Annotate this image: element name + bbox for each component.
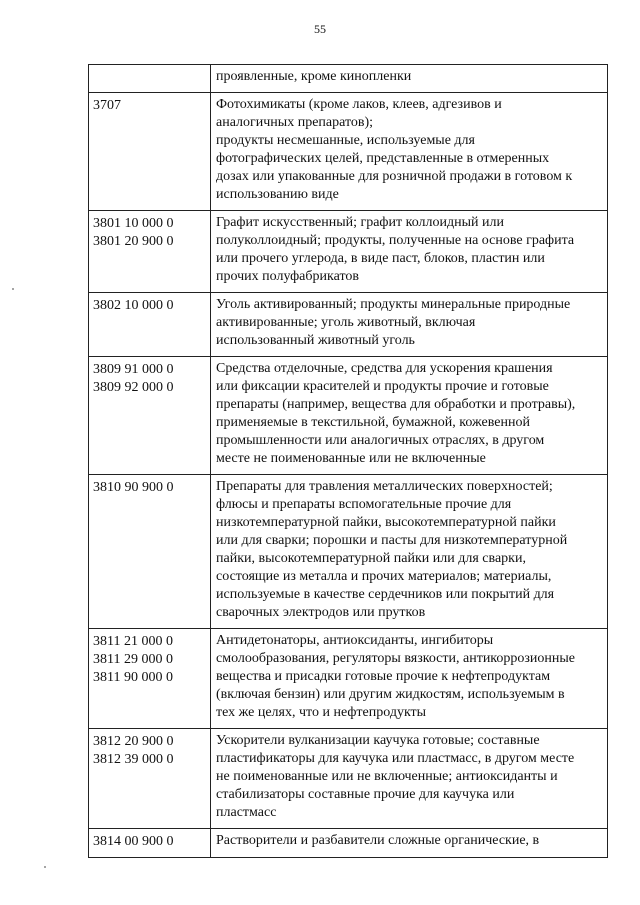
description-cell [211,829,608,858]
description-line: Антидетонаторы, антиоксиданты, ингибиторы [216,633,494,648]
description-line: препараты (например, вещества для обработки и протравы), [216,397,576,412]
table-row [89,357,608,475]
description-line: смолообразования, регуляторы вязкости, антикоррозионные [216,651,576,666]
description-line: используемые в качестве сердечников или покрытий для [216,587,555,602]
description-line: тех же целях, что и нефтепродукты [216,705,427,720]
description-line: аналогичных препаратов); [216,115,374,130]
table-body [89,65,608,858]
commodity-code: 3811 21 000 0 [93,634,173,649]
table-row [89,729,608,829]
description-line: месте не поименованные или не включенные [216,451,486,466]
description-line: полуколлоидный; продукты, полученные на основе графита [216,233,575,248]
description-line: пластификаторы для каучука или пластмасс, в другом месте [216,751,575,766]
commodity-code: 3810 90 900 0 [93,480,174,495]
code-cell [89,93,211,211]
code-cell [89,65,211,93]
description-line: Растворители и разбавители сложные органические, в [216,833,540,848]
commodity-code: 3809 92 000 0 [93,380,174,395]
description-line: использованию виде [216,187,339,202]
description-line: фотографических целей, представленные в отмеренных [216,151,550,166]
commodity-code: 3802 10 000 0 [93,298,174,313]
scan-speck [12,288,14,290]
description-line: продукты несмешанные, используемые для [216,133,475,148]
description-line: применяемые в текстильной, бумажной, кожевенной [216,415,530,430]
commodity-code: 3801 10 000 0 [93,216,174,231]
description-line: проявленные, кроме кинопленки [216,69,412,84]
commodity-code: 3811 90 000 0 [93,670,173,685]
description-cell [211,211,608,293]
commodity-code: 3812 39 000 0 [93,752,174,767]
description-line: промышленности или аналогичных отраслях, в другом [216,433,545,448]
description-line: Ускорители вулканизации каучука готовые; составные [216,733,540,748]
description-line: пластмасс [216,805,277,820]
table-row [89,65,608,93]
commodity-code: 3812 20 900 0 [93,734,174,749]
code-cell [89,211,211,293]
description-line: сварочных электродов или прутков [216,605,426,620]
description-line: флюсы и препараты вспомогательные прочие для [216,497,512,512]
tariff-code-table [88,64,608,858]
table-row [89,829,608,858]
description-line: или прочего углерода, в виде паст, блоков, пластин или [216,251,545,266]
description-line: Препараты для травления металлических поверхностей; [216,479,553,494]
description-line: Средства отделочные, средства для ускорения крашения [216,361,553,376]
description-cell [211,629,608,729]
code-cell [89,475,211,629]
description-line: пайки, высокотемпературной пайки или для сварки, [216,551,526,566]
description-line: или для сварки; порошки и пасты для низкотемпературной [216,533,568,548]
description-line: Уголь активированный; продукты минеральные природные [216,297,571,312]
description-cell [211,729,608,829]
table-row [89,293,608,357]
table-row [89,475,608,629]
table-row [89,211,608,293]
description-line: состоящие из металла и прочих материалов; материалы, [216,569,552,584]
description-cell [211,293,608,357]
description-line: или фиксации красителей и продукты прочие и готовые [216,379,549,394]
commodity-code: 3814 00 900 0 [93,834,174,849]
description-line: Графит искусственный; графит коллоидный или [216,215,504,230]
code-cell [89,829,211,858]
code-cell [89,629,211,729]
commodity-code: 3809 91 000 0 [93,362,174,377]
description-line: не поименованные или не включенные; антиоксиданты и [216,769,558,784]
description-line: Фотохимикаты (кроме лаков, клеев, адгезивов и [216,97,502,112]
description-line: (включая бензин) или другим жидкостям, используемым в [216,687,565,702]
code-cell [89,293,211,357]
description-cell [211,475,608,629]
description-line: прочих полуфабрикатов [216,269,359,284]
description-line: вещества и присадки готовые прочие к нефтепродуктам [216,669,551,684]
commodity-code: 3707 [93,98,121,113]
description-cell [211,65,608,93]
code-cell [89,357,211,475]
description-cell [211,357,608,475]
description-cell [211,93,608,211]
description-line: дозах или упакованные для розничной продажи в готовом к [216,169,573,184]
commodity-code: 3811 29 000 0 [93,652,173,667]
code-cell [89,729,211,829]
page-number: 55 [314,22,326,36]
description-line: использованный животный уголь [216,333,415,348]
description-line: низкотемпературной пайки, высокотемпературной пайки [216,515,556,530]
table-row [89,629,608,729]
table-row [89,93,608,211]
description-line: активированные; уголь животный, включая [216,315,476,330]
description-line: стабилизаторы составные прочие для каучука или [216,787,515,802]
scan-speck [44,866,46,868]
commodity-code: 3801 20 900 0 [93,234,174,249]
